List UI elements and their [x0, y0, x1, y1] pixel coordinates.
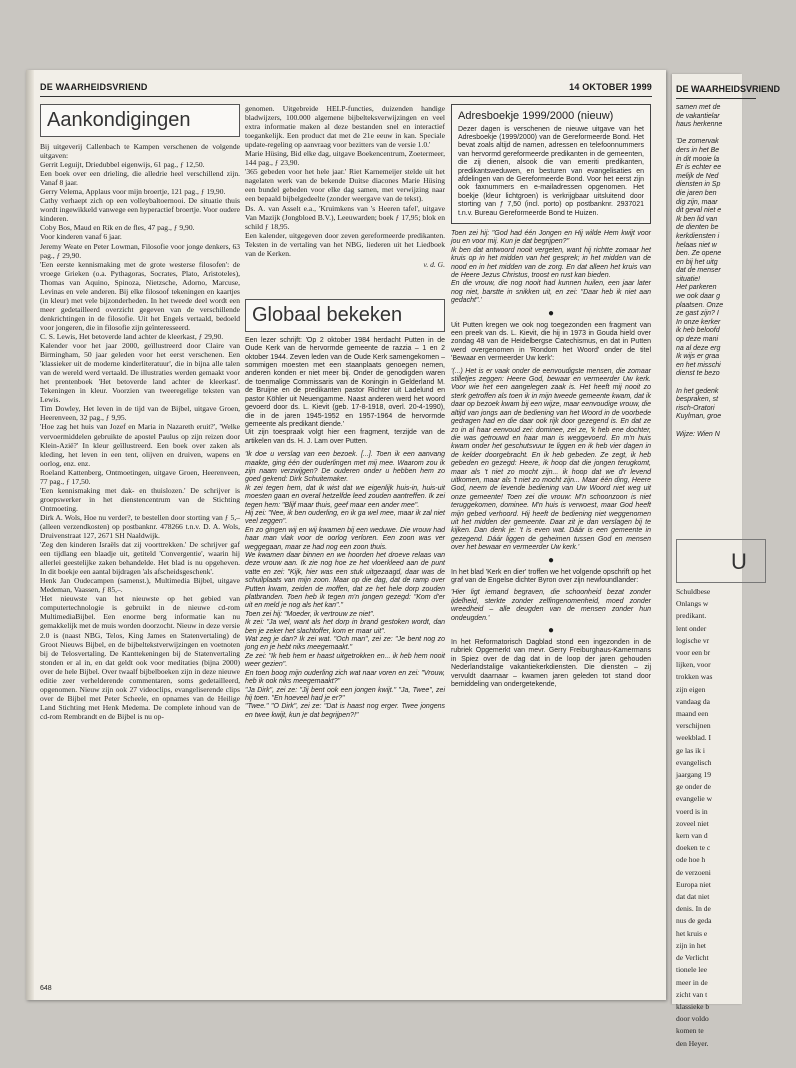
- newspaper-page: [26, 70, 666, 1000]
- announcement-paragraph: Gerrit Leguijt, Driedubbel eigenwijs, 61 pag., ƒ 12,50.: [40, 160, 205, 170]
- announcement-paragraph: Cathy verhaept zich op een volleybaltoernooi. De situatie thuis wordt ingewikkeld vanwege een hyperactief broertje. Voor oudere kinderen.: [40, 196, 240, 224]
- quote-paragraph: En zo gingen wij en wij kwamen bij een weduwe. Die vrouw had haar man vlak voor de oorlog verloren. Een zoon was ver weggegaan, maar ze had nog een zoon thuis.: [245, 526, 445, 551]
- quote-paragraph: Ze zei: "Ik heb hem er haast uitgetrokken en... ik heb hem nooit weer gezien".: [245, 652, 445, 669]
- putten-intro: Uit Putten kregen we ook nog toegezonden een fragment van een preek van ds. L. Kievit, die hij in 1973 in Gouda hield over zondag 48 van de Heidelbergse Catechismus, en dat in Putten werd overgenomen in 'Rondom het Woord' onder de titel 'Bewaar en vermeerder Uw kerk':: [451, 321, 651, 363]
- column-3: [451, 104, 651, 689]
- announcement-paragraph: 'Het nieuwste van het nieuwste op het gebied van computertechnologie is gebruikt in de nieuwe cd-rom MultimediaBijbel. Een enorme berg informatie kan nu gemakkelijk met de muis worden doorzocht. Nieuw in deze versie 2.0 is (naast NBG, Telos, King James en Statenvertaling) de Groot Nieuws Bijbel, en de bijbeltekstverwijzingen en voetnoten bij de Telosvertaling. De Kanttekeningen bij de Statenvertaling stonden er al in, en dat geldt ook voor meditaties (bijna 2000) over de hele Bijbel. Over twaalf bijbelboeken zijn in deze nieuwe editie zeer verhelderende commentaren, soms gedetailleerd, opgenomen. Nieuw zijn ook 27 videoclips, evangeliserende clips over de Bijbel met Peter Scheele, en opnames van de Heilige Land Stichting met Henk Medema. De complete inhoud van de cd-rom Rembrandt en de Bijbel is nu op-: [40, 594, 240, 721]
- announcement-paragraph: Een kalender, uitgegeven door zeven gereformeerde predikanten. Teksten in de vertaling van het NBG, liederen uit het Liedboek van de Kerken.: [245, 230, 445, 258]
- announcement-paragraph: genomen. Uitgebreide HELP-functies, duizenden handige bladwijzers, 100.000 algemene bijbelteksverwijzingen en veel extra informatie maken al deze bestanden snel en interactief toegankelijk. Een product dat met de 21e eeuw in kan. Speciale update-regeling op aanvraag voor bezitters van de versie 1.0.': [245, 104, 445, 150]
- column-1: [40, 104, 240, 721]
- separator-dot: ●: [547, 307, 555, 319]
- page-binding: [26, 70, 34, 1000]
- announcement-paragraph: Tim Dowley, Het leven in de tijd van de Bijbel, uitgave Groen, Heerenveen, 32 pag., ƒ 9,95.: [40, 404, 240, 423]
- separator-dot: ●: [547, 554, 555, 566]
- announcement-paragraph: Een boek over een drieling, die alledrie heel verschillend zijn. Vanaf 8 jaar.: [40, 169, 240, 188]
- adresboekje-title: Adresboekje 1999/2000 (nieuw): [458, 110, 614, 122]
- announcement-paragraph: 'Een eerste kennismaking met de grote westerse filosofen': de vroege Grieken (o.a. Pythagoras, Socrates, Plato, Aristoteles), Thomas van Aquino, Spinoza, Nietzsche, Adorno, Marcuse, Levinas en vele anderen. Bij elke filosoof tekeningen en kaartjes (in kleur) met vele bijzonderheden. In het tweede deel wordt een meer gedetailleerd overzicht gegeven van de verschillende denkrichtingen in de filosofie. Uit het Engels vertaald, bedoeld voor jongeren, die in filosofie zijn geïnteresseerd.: [40, 259, 240, 332]
- announcement-paragraph: Bij uitgeverij Callenbach te Kampen verschenen de volgende uitgaven:: [40, 142, 240, 161]
- section-title-aankondigingen: Aankondigingen: [40, 104, 240, 137]
- quote-paragraph: 'Ik doe u verslag van een bezoek. [...]. Toen ik een aanvang maakte, ging één der ouderlingen met mij mee. Waarom zou ik zijn naam verzwijgen? De ouderen onder u hebben hem zo goed gekend: Dirk Schuitemaker.: [245, 451, 445, 484]
- quote-paragraph: "Ja Dirk", zei ze: "Jij bent ook een jongen kwijt." "Ja, Twee", zei hij toen. "En hoeveel had je er?": [245, 686, 445, 702]
- announcement-paragraph: 'Zeg den kinderen Israëls dat zij voorttrekken.' De schrijver gaf een tijdlang een blaadje uit, getiteld 'Convergentie', waarin hij allerlei geestelijke zaken behandelde. Het blad is nu opgeheven. In dit boekje een aantal bijdragen 'als afscheidsgeschenk'.: [40, 540, 240, 577]
- section-title-globaal-bekeken: Globaal bekeken: [245, 299, 445, 332]
- announcement-paragraph: Marie Hüsing, Bid elke dag, uitgave Boekencentrum, Zoetermeer, 144 pag., ƒ 23,90.: [245, 149, 445, 168]
- adjacent-header-rule: [676, 98, 756, 99]
- separator-dot: ●: [547, 625, 555, 637]
- quote-paragraph: En die vrouw, die nog nooit had kunnen huilen, een jaar later nog niet, barstte in snikken uit, en zei: "Daar heb ik niet aan gedacht".': [451, 280, 651, 305]
- adjacent-page-text-2: Schuldbese Onlangs w predikant. lent onder logische vr voor een br lijken, voor trokken was zijn eigen vandaag da maand een verschijnen weekblad. I ge las ik i evangelisch jaargang 19 ge onder de evangelie w voerd is in zoveel niet kern van d doeken te c ode hoe h de verzoeni Europa niet dat dat niet denis. In de nus de geda het kruis e zijn in het de Verlicht tionele lee meer in de zicht van t klassieke b door voldo komen te den Heyer.: [676, 587, 713, 1048]
- byron-intro: In het blad 'Kerk en dier' troffen we het volgende opschrift op het graf van de Engelse dichter Byron over zijn newfoundlander:: [451, 568, 651, 584]
- kievit-quote-end: [451, 230, 651, 306]
- adresboekje-box: [451, 104, 651, 224]
- announcement-paragraph: Roeland Kattenberg, Ontmoetingen, uitgave Groen, Heerenveen, 77 pag., ƒ 17,50.: [40, 467, 240, 486]
- quote-paragraph: En toen boog mijn ouderling zich wat naar voren en zei: "Vrouw, heb ik ook niks meegemaakt?": [245, 669, 445, 686]
- announcement-paragraph: Ds. A. van Asselt e.a., 'Kruimkens van 's Heeren tafel', uitgave Van Mazijk (Jongbloed B.V.), Leeuwarden; boek ƒ 17,95; blok en schild ƒ 18,95.: [245, 203, 445, 231]
- page-number: 648: [40, 985, 52, 992]
- announcement-paragraph: 'Hoe zag het huis van Jozef en Maria in Nazareth eruit?', 'Welke vervoermiddelen gebruikte de apostel Paulus op zijn reizen door Klein-Azië?' In kleur geïllustreerd. Een boek over zaken als kleding, het leven in een tent, olijven en druiven, wapens en oorlog, enz. enz.: [40, 422, 240, 468]
- announcement-paragraph: C. S. Lewis, Het betoverde land achter de kleerkast, ƒ 29,90.: [40, 331, 224, 341]
- byron-epitaph: 'Hier ligt iemand begraven, die schoonheid bezat zonder ijdelheid, sterkte zonder zelfingenomenheid, moed zonder wreedheid – alle deugden van de mensen zonder hun ondeugden.': [451, 589, 651, 622]
- aankondigingen-text: [40, 142, 240, 721]
- announcement-paragraph: Kalender voor het jaar 2000, geïllustreerd door Claire van Birmingham, 50 jaar geleden voor het eerst verschenen. Een 'klassieker uit de moderne kinderliteratuur', die in bijna alle talen van de wereld werd vertaald. De illustraties werden gemaakt voor het prentenboek 'Het betoverde land achter de kleerkast'. Tekeningen in kleur. Voorzien van tweeregelige teksten van Lewis.: [40, 341, 240, 405]
- announcement-paragraph: Gerry Velema, Applaus voor mijn broertje, 121 pag., ƒ 19,90.: [40, 187, 226, 197]
- page-header: [40, 82, 652, 96]
- announcement-paragraph: 'Een kennismaking met dak- en thuislozen.' De schrijver is groepswerker in het dienstencentrum van de Stichting Ontmoeting.: [40, 485, 240, 513]
- vakantiekerk-text: In het Reformatorisch Dagblad stond een ingezonden in de rubriek Opgemerkt van mevr. Gerry Freiburghaus-Kamermans in Spiez over de dag dat in de loop der jaren gehouden Nederlandstalige vakantiekerkdiensten. Die diensten – zij vervuldt daarnaar – kwamen jaren geleden tot stand door bemiddeling van ondergetekende,: [451, 639, 651, 689]
- announcement-paragraph: Jeremy Weate en Peter Lowman, Filosofie voor jonge denkers, 63 pag., ƒ 29,90.: [40, 241, 240, 260]
- quote-paragraph: Ik zei tegen hem, dat ik wist dat we eigenlijk huis-in, huis-uit moesten gaan en overal hetzelfde leed zouden aantreffen. Ik zei tegen hem: "Blijf maar thuis, geef maar een ander mee".: [245, 484, 445, 509]
- article-paragraph: Een lezer schrijft: 'Op 2 oktober 1984 herdacht Putten in de Oude Kerk van de hervormde gemeente de razzia – 1 en 2 oktober 1944. Zeven leden van de Oude Kerk samengekomen – sommigen moesten met een staanplaats genoegen nemen, anderen konden er niet meer bij. Onder de genodigden waren de toenmalige Commissaris van de Koningin in Gelderland M. de Bruijne en de predikanten pastor Richter uit Ladelund en pastor Köhler uit Neuengamme. Naast anderen werd het woord gevoerd door ds. L. Kievit (geb. 17-8-1918, overl. 20-4-1990), die in de jaren 1945-1952 en 1957-1964 de hervormde gemeente als predikant diende.': [245, 336, 445, 428]
- sermon-quote: '(...) Het is er vaak onder de eenvoudigste mensen, die zomaar stilletjes zeggen: Heere God, bewaar en vermeerder Uw kerk. Voor wie het een aangelegen zaak is. Het heeft mij nooit zo sterk getroffen als toen ik in mijn tweede gemeente kwam, dat ik daar op bezoek kwam bij een wijze, maar eenvoudige vrouw, die altijd van jongs aan de bediening van het Woord in de voorbede gedragen had en die daar ook rijk door gezegend is. En dat ze zo in al haar eenvoud zei: dominee, zei ze, 'k heb ene dochter, die was getrouwd en haar man is weggevoerd. En m'n huis kwam onder het geschutsvuur te liggen en ik heb vier dagen in de kelder doorgebracht. En ik heb gebeden. Ze zegt, ik heb gebeden en gezegd: Heere, ik hoop dat die jongen terugkomt, maar als 't niet zo mocht zijn... ik hoop dat we d'r levend uitkomen, maar als 't niet zo mocht zijn... Maar één ding, Heere God, neem de levende bediening van Uw Woord niet weg uit onze gemeente! Toen zei die vrouw: M'n schoonzoon is niet teruggekomen, dominee. M'n huis is verwoest, maar God heeft mijn gebed verhoord. Hij heeft de bediening niet weggenomen uit het midden der gemeente. Daar zit je dan verslagen bij te kijken. Dan denk je: 't is even wat. Dáár is een gemeente in gezegend. Dáár liggen de geheimen tussen God en mensen over het bewaar en vermeerder Uw kerk.': [451, 367, 652, 552]
- globaal-quote: [245, 451, 445, 720]
- quote-paragraph: Hij zei: "Nee, ik ben ouderling, en ik ga wel mee, maar ik zal niet veel zeggen".: [245, 509, 445, 526]
- announcement-paragraph: '365 gebeden voor het hele jaar.' Riet Karnemeijer stelde uit het nagelaten werk van de bekende Duitse diacones Marie Hüsing een bundel gebeden voor elke dag samen, met verwijzing naar een bepaald bijbelgedeelte (zonder weergave van de tekst).: [245, 167, 445, 204]
- announcement-paragraph: Coby Bos, Maud en Rik en de fles, 47 pag., ƒ 9,90.: [40, 223, 195, 233]
- quote-paragraph: Ik ben dat antwoord nooit vergeten, want hij richtte zomaar het kruis op in het midden van het gesprek; in het midden van de nood en in het midden van de zorg. En dat alleen het kruis van de Heere Jezus Christus, troost en rust kan bieden.: [451, 246, 651, 279]
- adresboekje-text: Dezer dagen is verschenen de nieuwe uitgave van het Adresboekje (1999/2000) van de Gereformeerde Bond. Het bevat zoals altijd de namen, adressen en telefoonnummers van hervormd gereformeerde predikanten in de gemeenten, die zij dienen, alsook die van emeriti predikanten, predikantsweduwen, en besturen van evangelisaties en afdelingen van de Gereformeerde Bond. Voor het eerst zijn ook faxnummers en e-mailadressen opgenomen. Het boekje (kleur lichtgroen) is verkrijgbaar uitsluitend door storting van ƒ 7,50 (incl. porto) op postbanknr. 2937021 t.n.v. Bureau Gereformeerde Bond te Huizen.: [458, 125, 644, 217]
- globaal-intro: [245, 337, 445, 446]
- adjacent-page-text: samen met de de vakantielar haus herkenne 'De zomervak ders in het Be in dit mooie la Er is echter ee melijk de Ned diensten in Sp die jaren ben dig zijn, maar dit geval niet e Ik ben lid van de dienten be kerkdiensten i helaas niet w ben. Ze opene en bij het uitg dat de menser situatie! Het parkeren we ook daar g plaatsen. Onze ze gast zijn? I In onze kerker ik heb beloofd op deze mani na al deze erg Ik wijs er graa en het misschi dienst te bezo In het gedenk bespraken, st risch-Oratori Kuylman, groe Wijze: Wien N: [676, 104, 724, 438]
- adjacent-section-title: U: [676, 539, 766, 583]
- quote-paragraph: "Twee." "O Dirk", zei ze: "Dat is haast nog erger. Twee jongens en twee kwijt, kun je dat begrijpen?!": [245, 703, 445, 719]
- quote-paragraph: Toen zei hij: "God had één Jongen en Hij wilde Hem kwijt voor jou en voor mij. Kun je dat begrijpen?": [451, 229, 651, 246]
- publication-name: DE WAARHEIDSVRIEND: [40, 82, 148, 92]
- aankondigingen-continued: [245, 104, 445, 258]
- issue-date: 14 OKTOBER 1999: [569, 82, 652, 92]
- announcement-paragraph: Henk Jan Oudecampen (samenst.), Multimedia Bijbel, uitgave Medeman, Vaassen, ƒ 85,–.: [40, 576, 240, 595]
- quote-paragraph: Wat zeg je dan? Ik zei wat. "Och man", zei ze: "Je bent nog zo jong en je hebt niks meegemaakt.": [245, 636, 445, 652]
- author-signature: v. d. G.: [423, 259, 445, 269]
- adjacent-page-header: DE WAARHEIDSVRIEND: [676, 84, 781, 94]
- adjacent-page: [672, 74, 781, 1048]
- quote-paragraph: Toen zei hij: "Moeder, ik vertrouw ze niet".: [245, 610, 375, 618]
- announcement-paragraph: Dirk A. Wols, Hoe nu verder?, te bestellen door storting van ƒ 5,– (alleen verzendkosten) op postbanknr. 478266 t.n.v. D. A. Wols, Druivenstraat 127, 2671 SH Naaldwijk.: [40, 512, 240, 541]
- quote-paragraph: We kwamen daar binnen en we hoorden het droeve relaas van deze vrouw aan. Ik zie nog hoe ze het vloerkleed aan de punt vatte en zei: "Kijk, hier was een stuk uitgezaagd, daar was de schuilplaats van mijn zoon. Maar op die dag, dat de ramp over Putten kwam, zeiden de moffen, dat ze het hele dorp zouden platbranden. Toen heb ik tegen m'n jongen gezegd: "Kom d'er uit en meld je nog als het kan".": [245, 552, 445, 610]
- quote-paragraph: Ik zei: "Ja wel, want als het dorp in brand gestoken wordt, dan ben je zeker het slachtoffer, kom er maar uit".: [245, 619, 445, 635]
- announcement-paragraph: Voor kinderen vanaf 6 jaar.: [40, 232, 122, 242]
- article-paragraph: Uit zijn toespraak volgt hier een fragment, terzijde van de artikelen van ds. H. J. Lam over Putten.: [245, 429, 445, 445]
- column-2: [245, 104, 445, 720]
- header-rule: [40, 96, 652, 97]
